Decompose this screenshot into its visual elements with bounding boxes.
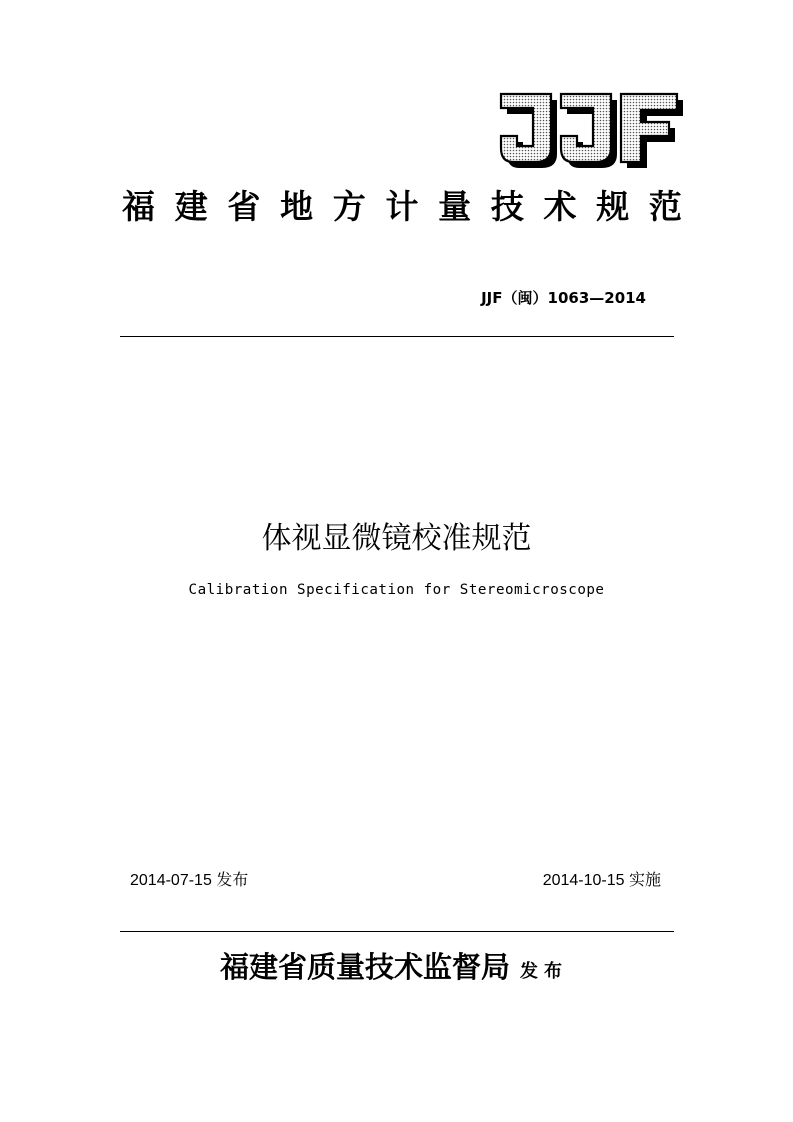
- series-char: 省: [227, 187, 261, 226]
- series-char: 范: [648, 187, 682, 226]
- standard-number: JJF（闽）1063—2014: [481, 289, 646, 307]
- series-char: 方: [332, 187, 366, 226]
- jjf-logo: [497, 92, 685, 172]
- series-char: 术: [543, 187, 577, 226]
- series-title: [122, 184, 682, 230]
- series-char: 福: [122, 187, 155, 226]
- series-char: 量: [438, 187, 472, 226]
- issue-date: 2014-07-15 发布: [130, 872, 249, 889]
- document-title-chinese: 体视显微镜校准规范: [261, 521, 532, 556]
- issuer-organization: 福建省质量技术监督局: [220, 950, 511, 984]
- series-char: 规: [596, 187, 630, 226]
- series-char: 建: [174, 187, 208, 226]
- implementation-date: 2014-10-15 实施: [542, 872, 661, 889]
- issuer-action: 发布: [520, 961, 569, 982]
- series-char: 技: [490, 187, 524, 226]
- series-char: 地: [280, 187, 314, 226]
- bottom-divider: [120, 931, 674, 932]
- logo-text: JJF: [497, 92, 499, 93]
- series-char: 计: [385, 187, 419, 226]
- issuer: [220, 944, 568, 995]
- top-divider: [120, 336, 674, 337]
- document-title-english: Calibration Specification for Stereomicroscope: [188, 582, 605, 598]
